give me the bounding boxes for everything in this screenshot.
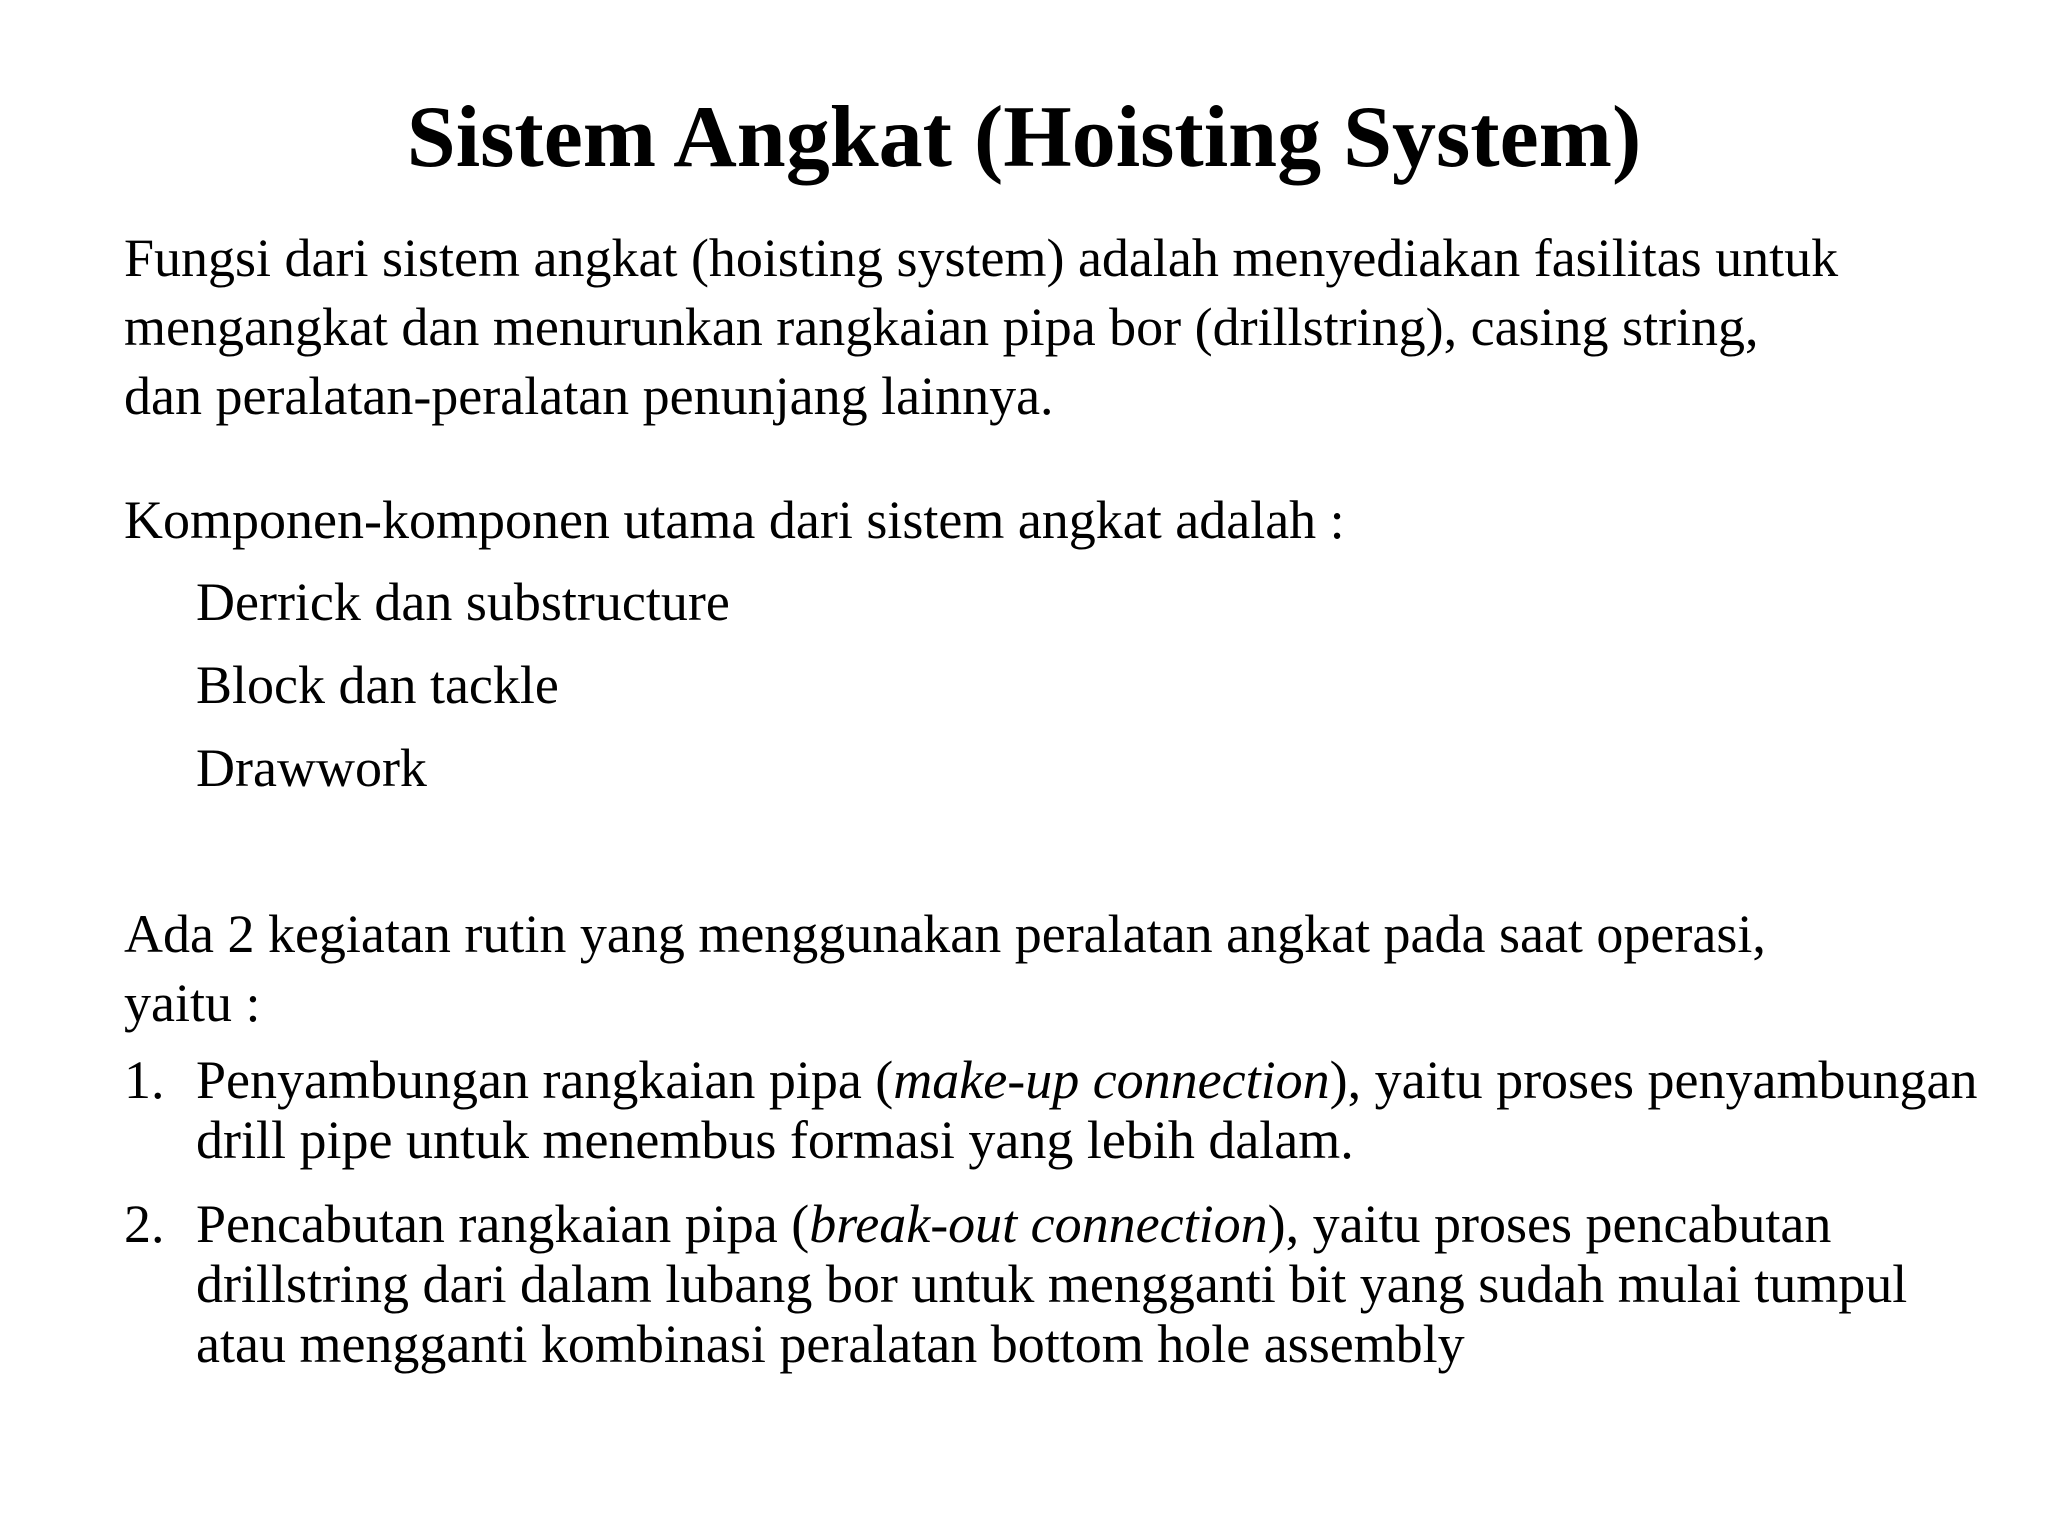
components-heading: Komponen-komponen utama dari sistem angkat adalah : xyxy=(124,490,1345,550)
intro-line: Fungsi dari sistem angkat (hoisting system) adalah menyediakan fasilitas untuk xyxy=(124,228,1839,288)
activity-item xyxy=(124,1050,1984,1170)
activity-text-before: Pencabutan rangkaian pipa ( xyxy=(196,1194,810,1254)
activity-text-after: ), yaitu proses pencabutan drillstring dari dalam lubang bor untuk mengganti bit yang sudah mulai tumpul atau mengganti kombinasi peralatan bottom hole assembly xyxy=(196,1194,1908,1374)
component-item: Derrick dan substructure xyxy=(196,572,730,632)
activities-intro xyxy=(124,900,1984,1038)
slide-title: Sistem Angkat (Hoisting System) xyxy=(406,89,1642,186)
activity-text-before: Penyambungan rangkaian pipa ( xyxy=(196,1050,894,1110)
activity-term: break-out connection xyxy=(809,1194,1268,1254)
activity-number: 2. xyxy=(124,1194,165,1254)
activity-text xyxy=(196,1050,1984,1170)
activity-text-after: ), yaitu proses penyambungan drill pipe untuk menembus formasi yang lebih dalam. xyxy=(196,1050,1978,1170)
activities-list xyxy=(124,1050,1984,1398)
activity-item xyxy=(124,1194,1984,1374)
activity-term: make-up connection xyxy=(893,1050,1330,1110)
component-item: Drawwork xyxy=(196,738,427,798)
activity-number: 1. xyxy=(124,1050,165,1110)
component-item: Block dan tackle xyxy=(196,655,559,715)
intro-line: dan peralatan-peralatan penunjang lainnya. xyxy=(124,366,1054,426)
activities-intro-line: Ada 2 kegiatan rutin yang menggunakan peralatan angkat pada saat operasi, xyxy=(124,904,1766,964)
activities-intro-line: yaitu : xyxy=(124,973,261,1033)
intro-paragraph xyxy=(124,224,1984,431)
activity-text xyxy=(196,1194,1984,1374)
components-list xyxy=(196,568,730,817)
intro-line: mengangkat dan menurunkan rangkaian pipa bor (drillstring), casing string, xyxy=(124,297,1759,357)
